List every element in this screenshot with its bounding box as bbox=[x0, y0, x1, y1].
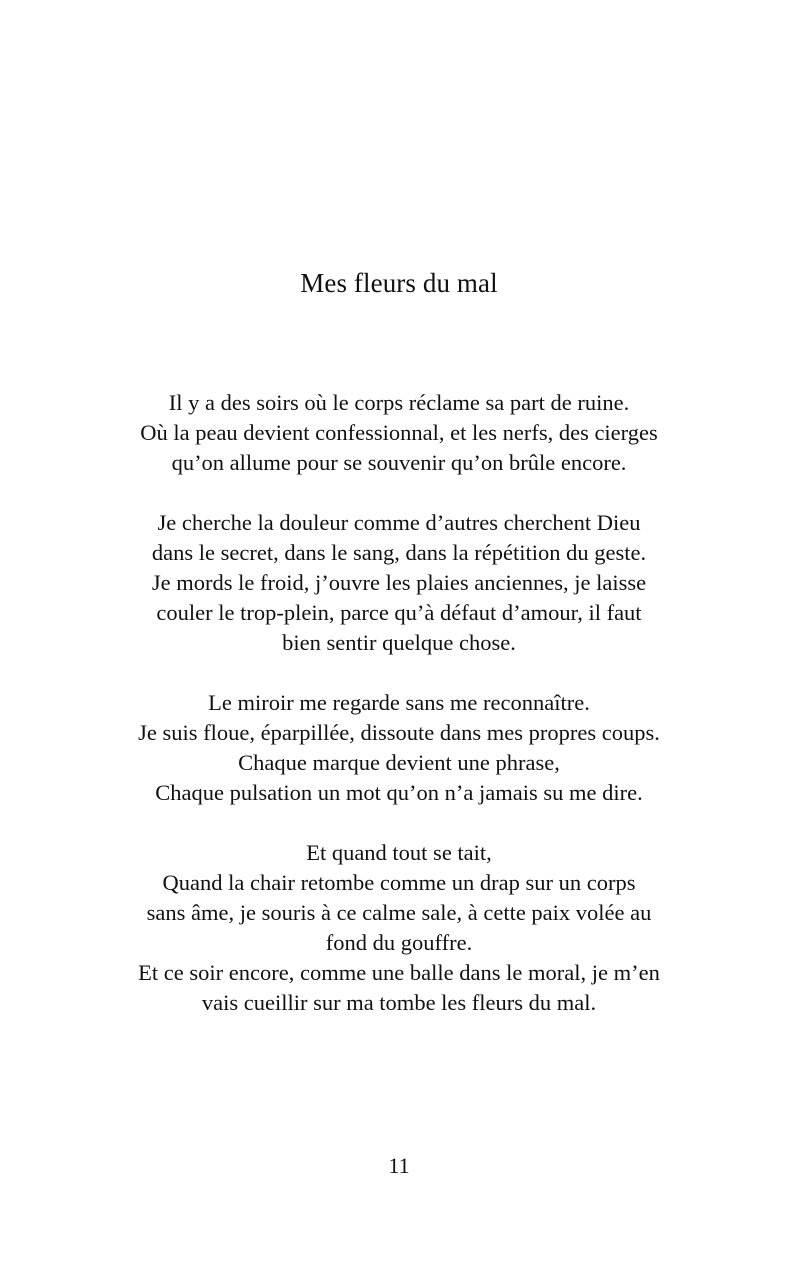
poem-line: vais cueillir sur ma tombe les fleurs du mal. bbox=[201, 990, 597, 1015]
poem-body bbox=[100, 388, 698, 1048]
poem-line: Chaque marque devient une phrase, bbox=[238, 750, 560, 775]
stanza-1 bbox=[100, 388, 698, 478]
stanza-2 bbox=[100, 508, 698, 658]
poem-line: Chaque pulsation un mot qu’on n’a jamais su me dire. bbox=[155, 780, 643, 805]
poem-line: Je suis floue, éparpillée, dissoute dans mes propres coups. bbox=[138, 720, 660, 745]
poem-line: Je cherche la douleur comme d’autres cherchent Dieu bbox=[157, 510, 641, 535]
poem-line: sans âme, je souris à ce calme sale, à cette paix volée au bbox=[146, 900, 652, 925]
poem-line: bien sentir quelque chose. bbox=[282, 630, 516, 655]
poem-line: dans le secret, dans le sang, dans la répétition du geste. bbox=[151, 540, 647, 565]
poem-line: fond du gouffre. bbox=[325, 930, 473, 955]
poem-line: Et ce soir encore, comme une balle dans le moral, je m’en bbox=[138, 960, 660, 985]
poem-line: Je mords le froid, j’ouvre les plaies anciennes, je laisse bbox=[151, 570, 647, 595]
poem-line: couler le trop-plein, parce qu’à défaut d’amour, il faut bbox=[156, 600, 642, 625]
poem-title: Mes fleurs du mal bbox=[300, 268, 498, 298]
poem-line: Quand la chair retombe comme un drap sur un corps bbox=[162, 870, 636, 895]
poem-line: Il y a des soirs où le corps réclame sa part de ruine. bbox=[168, 390, 630, 415]
poem-line: Où la peau devient confessionnal, et les nerfs, des cierges bbox=[140, 420, 658, 445]
poem-line: qu’on allume pour se souvenir qu’on brûle encore. bbox=[171, 450, 627, 475]
poem-line: Et quand tout se tait, bbox=[306, 840, 492, 865]
poem-line: Le miroir me regarde sans me reconnaître. bbox=[208, 690, 590, 715]
page-number: 11 bbox=[388, 1153, 410, 1178]
stanza-3 bbox=[100, 688, 698, 808]
stanza-4 bbox=[100, 838, 698, 1018]
